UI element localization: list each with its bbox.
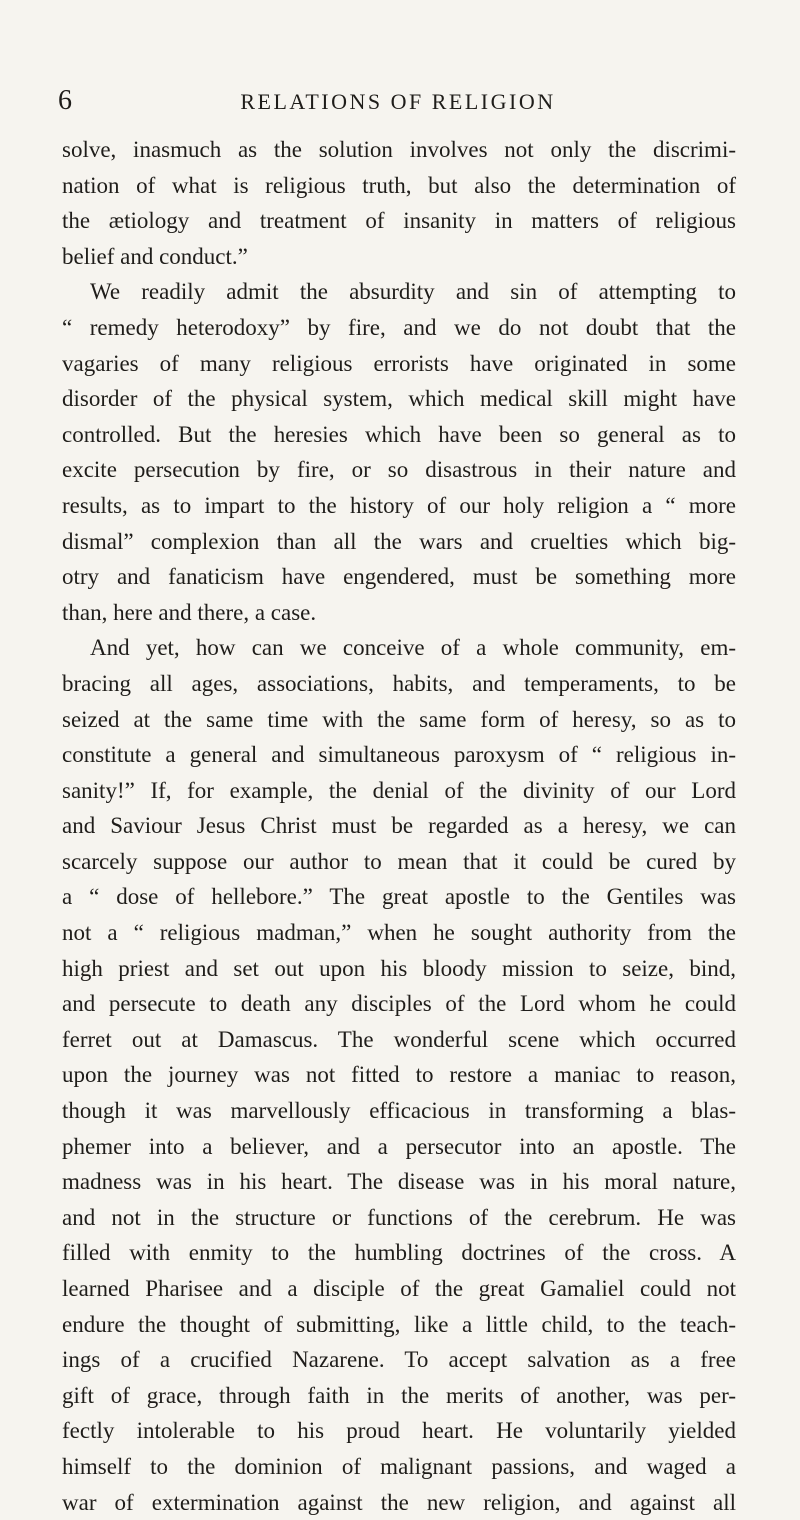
text-line: though it was marvellously efficacious in transforming a blas-: [62, 1098, 736, 1124]
text-line: And yet, how can we conceive of a whole community, em-: [90, 635, 736, 661]
text-line: than, here and there, a case.: [62, 599, 317, 625]
text-line: vagaries of many religious errorists have originated in some: [62, 350, 736, 376]
text-line: dismal” complexion than all the wars and cruelties which big-: [62, 528, 736, 554]
text-line: endure the thought of submitting, like a little child, to the teach-: [62, 1311, 736, 1337]
text-line: phemer into a believer, and a persecutor into an apostle. The: [62, 1133, 736, 1159]
text-line: a “ dose of hellebore.” The great apostle to the Gentiles was: [62, 884, 736, 910]
body-text: [62, 132, 736, 1520]
text-line: sanity!” If, for example, the denial of the divinity of our Lord: [62, 777, 736, 803]
text-line: high priest and set out upon his bloody mission to seize, bind,: [62, 955, 736, 981]
text-line: “ remedy heterodoxy” by fire, and we do not doubt that the: [62, 314, 736, 340]
text-line: controlled. But the heresies which have been so general as to: [62, 421, 736, 447]
text-line: the ætiology and treatment of insanity in matters of religious: [62, 208, 736, 234]
text-line: learned Pharisee and a disciple of the great Gamaliel could not: [62, 1276, 736, 1301]
text-line: and not in the structure or functions of the cerebrum. He was: [62, 1204, 736, 1230]
text-line: We readily admit the absurdity and sin of attempting to: [90, 279, 736, 305]
text-line: upon the journey was not fitted to restore a maniac to reason,: [62, 1062, 736, 1088]
text-line: himself to the dominion of malignant passions, and waged a: [62, 1453, 736, 1479]
paragraph: [62, 132, 736, 274]
text-line: nation of what is religious truth, but also the determination of: [62, 172, 736, 198]
text-line: seized at the same time with the same form of heresy, so as to: [62, 706, 736, 732]
text-line: war of extermination against the new religion, and against all: [62, 1489, 736, 1515]
text-line: solve, inasmuch as the solution involves not only the discrimi-: [62, 137, 736, 162]
text-line: not a “ religious madman,” when he sought authority from the: [62, 920, 736, 946]
text-line: filled with enmity to the humbling doctrines of the cross. A: [62, 1240, 736, 1266]
page-header: [58, 84, 738, 118]
text-line: excite persecution by fire, or so disastrous in their nature and: [62, 457, 736, 483]
page-number: 6: [58, 85, 72, 116]
text-line: ings of a crucified Nazarene. To accept salvation as a free: [62, 1347, 736, 1373]
text-line: ferret out at Damascus. The wonderful scene which occurred: [62, 1026, 736, 1052]
text-line: results, as to impart to the history of our holy religion a “ more: [62, 492, 736, 518]
text-line: fectly intolerable to his proud heart. He voluntarily yielded: [62, 1418, 736, 1444]
text-line: otry and fanaticism have engendered, must be something more: [62, 564, 736, 590]
running-title: RELATIONS OF RELIGION: [240, 89, 556, 114]
paragraph: [62, 274, 736, 630]
paragraph: [62, 630, 736, 1520]
text-line: madness was in his heart. The disease was in his moral nature,: [62, 1169, 736, 1195]
text-line: gift of grace, through faith in the merits of another, was per-: [62, 1382, 736, 1408]
text-line: bracing all ages, associations, habits, and temperaments, to be: [62, 670, 736, 696]
text-line: scarcely suppose our author to mean that it could be cured by: [62, 848, 736, 874]
text-line: constitute a general and simultaneous paroxysm of “ religious in-: [62, 742, 736, 768]
text-line: and persecute to death any disciples of the Lord whom he could: [62, 991, 736, 1017]
text-line: disorder of the physical system, which medical skill might have: [62, 386, 736, 412]
text-line: belief and conduct.”: [62, 243, 248, 269]
text-line: and Saviour Jesus Christ must be regarded as a heresy, we can: [62, 813, 736, 839]
